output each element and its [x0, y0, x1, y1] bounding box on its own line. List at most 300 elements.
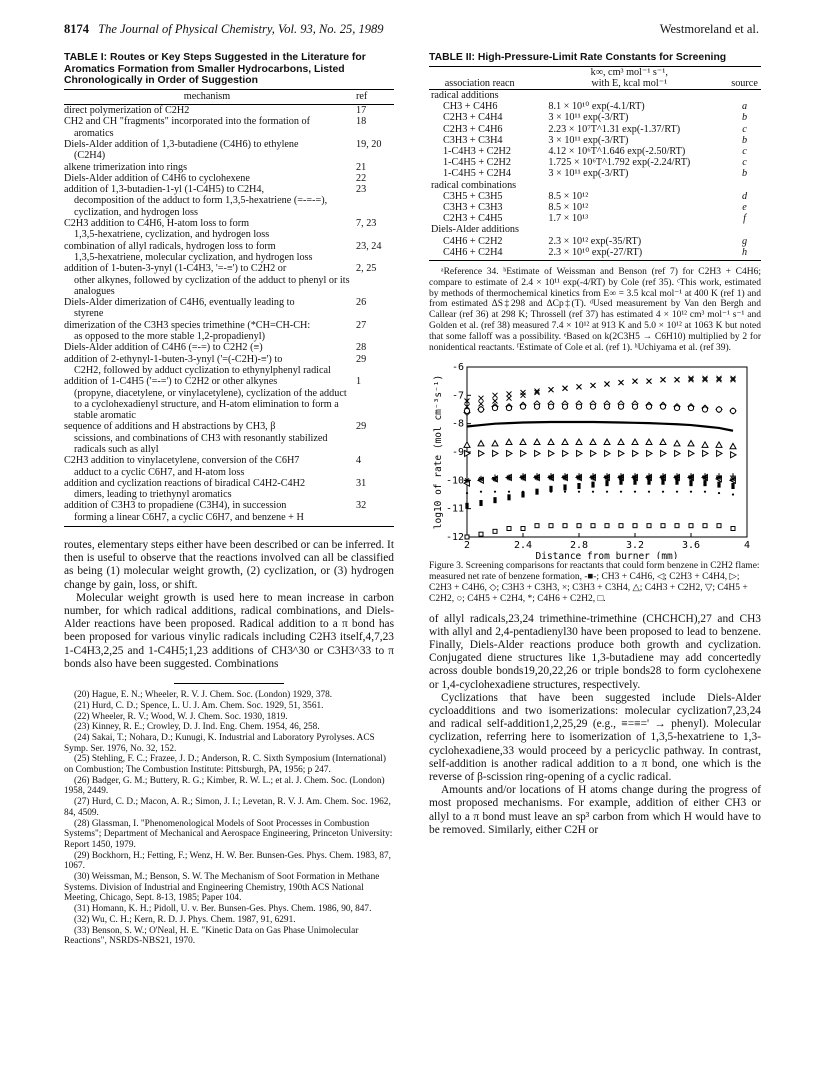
dot-marker: [606, 491, 608, 493]
mechanism-text: sequence of additions and H abstractions by CH3, β: [64, 421, 276, 433]
square-marker: [731, 527, 735, 531]
table1-row: [64, 376, 394, 421]
triangle-marker: [688, 441, 694, 446]
right-triangle-marker: [731, 452, 736, 458]
x-marker: [605, 382, 610, 387]
table2-row: [429, 101, 761, 112]
table1-row: [64, 218, 394, 241]
table2-row: [429, 112, 761, 123]
table2-rate-cell: 8.1 × 10¹⁰ exp(-4.1/RT): [548, 101, 645, 113]
dot-marker: [494, 491, 496, 493]
mechanism-continuation: scissions, and combinations of CH3 with resonantly stabilized radicals such as allyl: [74, 432, 328, 455]
table1-ref-cell: 21: [356, 161, 367, 173]
dot-marker: [466, 492, 468, 494]
mechanism-text: Diels-Alder addition of C4H6 to cyclohexene: [64, 172, 250, 184]
right-paragraph-1: of allyl radicals,23,24 trimethine-trimethine (CHCHCH),27 and CH3 with allyl and 2,4-pentadienyl30 have been proposed to lead to benzene. Finally, Diels-Alder reactions produce both growth and cyclization. Conjugated diene structures like 1,3-butadiene may add concertedly across double bonds19,20,22,26 or triple bonds28 to form cyclohexene or 1,4-cyclohexadiene structures, respectively.: [429, 612, 761, 691]
triangle-marker: [506, 440, 512, 445]
table2-row: [429, 191, 761, 202]
triangle-marker: [492, 441, 498, 446]
right-paragraph-3: Amounts and/or locations of H atoms change during the progress of most proposed mechanisms. For example, addition of either CH3 or allyl to a π bond must leave an sp³ carbon from which H would have to be removed. Similarly, either C2H or: [429, 784, 761, 836]
benzene-rate-curve: [467, 422, 733, 431]
filled-marker: [731, 483, 734, 489]
table2-row: [429, 157, 761, 168]
dot-marker: [648, 491, 650, 493]
triangle-marker: [464, 442, 470, 447]
table1-caption: TABLE I: Routes or Key Steps Suggested in the Literature for Aromatics Formation from Smaller Hydrocarbons, Listed Chronologically in Order of Suggestion: [64, 52, 366, 87]
triangle-marker: [590, 440, 596, 445]
journal-citation: The Journal of Physical Chemistry, Vol. 93, No. 25, 1989: [98, 22, 384, 36]
table2-header-source: source: [731, 77, 758, 89]
x-marker: [549, 388, 554, 393]
triangle-marker: [660, 440, 666, 445]
right-body-text: [429, 613, 761, 837]
table1-row: [64, 139, 394, 162]
triangle-marker: [604, 440, 610, 445]
table1-mechanism-cell: [64, 173, 350, 184]
circle-marker: [590, 404, 595, 409]
table2-reaction-cell: C2H3 + C4H6: [443, 123, 503, 135]
footnote-divider: [174, 683, 284, 684]
triangle-marker: [548, 440, 554, 445]
filled-marker: [493, 498, 496, 504]
table1-mechanism-cell: [64, 376, 350, 421]
mechanism-continuation: as opposed to the more stable 1,2-propadienyl): [74, 331, 265, 343]
left-body-text: [64, 539, 394, 671]
dot-marker: [634, 491, 636, 493]
dot-marker: [690, 491, 692, 493]
filled-marker: [563, 485, 566, 491]
circle-marker: [464, 409, 469, 414]
circle-marker: [646, 404, 651, 409]
reference-entry: (21) Hurd, C. D.; Spence, L. U. J. Am. Chem. Soc. 1929, 51, 3561.: [74, 700, 324, 711]
table2-section-title: radical combinations: [431, 179, 517, 191]
table1-row: [64, 116, 394, 139]
triangle-marker: [478, 441, 484, 446]
square-marker: [661, 524, 665, 528]
triangle-marker: [730, 444, 736, 449]
x-marker: [619, 381, 624, 386]
table1-mechanism-cell: [64, 162, 350, 173]
dot-marker: [704, 491, 706, 493]
table2-header-k-line2: with E, kcal mol⁻¹: [591, 77, 668, 89]
dot-marker: [508, 491, 510, 493]
right-triangle-marker: [689, 451, 694, 457]
dot-marker: [536, 491, 538, 493]
table1-row: [64, 354, 394, 377]
chart-marks: [464, 376, 736, 539]
mechanism-text: addition of C3H3 to propadiene (C3H4), in succession: [64, 500, 287, 512]
circle-marker: [604, 404, 609, 409]
table1-mechanism-cell: [64, 342, 350, 353]
square-marker: [591, 524, 595, 528]
right-triangle-marker: [717, 451, 722, 457]
y-tick-label: -10: [445, 475, 464, 487]
right-triangle-marker: [661, 451, 666, 457]
triangle-marker: [576, 440, 582, 445]
circle-marker: [688, 406, 693, 411]
mechanism-text: alkene trimerization into rings: [64, 161, 188, 173]
table1-ref-cell: 27: [356, 319, 367, 331]
authors-header: Westmoreland et al.: [659, 22, 759, 36]
table2-section-title: radical additions: [431, 90, 499, 101]
dot-marker: [620, 491, 622, 493]
table1-row: [64, 184, 394, 218]
table1-row: [64, 162, 394, 173]
square-marker: [479, 533, 483, 537]
table1-mechanism-cell: [64, 478, 350, 501]
table1-row: [64, 320, 394, 343]
table1-mechanism-cell: [64, 500, 350, 523]
table2-reaction-cell: C3H5 + C3H5: [443, 190, 503, 202]
left-paragraph-2: Molecular weight growth is used here to mean increase in carbon number, for which radical additions, radical combinations, and Diels-Alder reactions have been proposed. Radical addition to a π bond has been proposed for various vinylic radicals including C2H3 itself,4,7,23 1-C4H3,2,25 and 1-C4H5;1,23 additions of CH3^30 or C3H3^33 to π bonds also have been suggested. Combinations: [64, 591, 394, 670]
triangle-marker: [702, 442, 708, 447]
table1-mechanism-cell: [64, 455, 350, 478]
right-triangle-marker: [563, 451, 568, 457]
table2-source-cell: d: [742, 190, 748, 202]
square-marker: [675, 524, 679, 528]
square-marker: [619, 524, 623, 528]
y-tick-label: -9: [451, 447, 464, 459]
dot-marker: [578, 491, 580, 493]
table2-header-reacn: association reacn: [444, 77, 515, 89]
dot-marker: [718, 492, 720, 494]
circle-marker: [520, 404, 525, 409]
mechanism-text: Diels-Alder addition of C4H6 (=-=) to C2H2 (≡): [64, 342, 263, 354]
x-tick-label: 2: [463, 540, 471, 552]
x-marker: [661, 378, 666, 383]
dot-marker: [732, 494, 734, 496]
mechanism-continuation: C2H2, followed by adduct cyclization to ethynylphenyl radical: [74, 364, 331, 376]
table1-mechanism-cell: [64, 354, 350, 377]
table2-source-cell: h: [742, 246, 748, 258]
filled-marker: [479, 500, 482, 506]
table2-row: [429, 213, 761, 224]
table2: [429, 66, 761, 258]
right-triangle-marker: [619, 451, 624, 457]
dot-marker: [564, 491, 566, 493]
table2-reaction-cell: 1-C4H3 + C2H2: [443, 146, 512, 158]
mechanism-text: Diels-Alder addition of 1,3-butadiene (C4H6) to ethylene: [64, 138, 299, 150]
square-marker: [465, 535, 469, 539]
triangle-marker: [520, 440, 526, 445]
dot-marker: [592, 491, 594, 493]
square-marker: [633, 524, 637, 528]
table1-ref-cell: 1: [356, 376, 362, 388]
x-tick-label: 2.8: [569, 540, 589, 552]
reference-entry: (29) Bockhorn, H.; Fetting, F.; Wenz, H. W. Ber. Bunsen-Ges. Phys. Chem. 1983, 87, 1067.: [64, 850, 392, 872]
square-marker: [689, 524, 693, 528]
reference-entry: (33) Benson, S. W.; O'Neal, H. E. "Kinetic Data on Gas Phase Unimolecular Reactions", NSRDS-NBS21, 1970.: [64, 925, 359, 947]
triangle-marker: [534, 440, 540, 445]
x-marker: [479, 396, 484, 401]
table2-rate-cell: 2.3 × 10¹² exp(-35/RT): [548, 235, 642, 247]
right-triangle-marker: [577, 451, 582, 457]
mechanism-continuation: other alkynes, followed by cyclization of the adduct to phenyl or its analogues: [74, 274, 350, 297]
table1-mechanism-cell: [64, 105, 350, 117]
mechanism-continuation: dimers, leading to triethynyl aromatics: [74, 489, 232, 501]
mechanism-text: combination of allyl radicals, hydrogen loss to form: [64, 240, 276, 252]
filled-marker: [591, 482, 594, 488]
x-marker: [647, 379, 652, 384]
filled-marker: [507, 495, 510, 501]
table1-ref-cell: 2, 25: [356, 263, 377, 275]
table1-bottom-rule: [64, 526, 394, 527]
mechanism-continuation: 1,3,5-hexatriene, cyclization, and hydrogen loss: [74, 229, 270, 241]
mechanism-continuation: styrene: [74, 308, 104, 320]
left-paragraph-1: routes, elementary steps either have been described or can be inferred. It then is useful to observe that the reactions involved can all be classified as being (1) molecular weight growth, (2) cyclization, or (3) hydrogen change by gain, loss, or shift.: [64, 539, 394, 591]
table1-mechanism-cell: [64, 421, 350, 455]
table1-row: [64, 455, 394, 478]
table2-header-k: [530, 66, 728, 89]
square-marker: [605, 524, 609, 528]
table2-rate-cell: 4.12 × 10⁶T^1.646 exp(-2.50/RT): [548, 146, 686, 158]
table2-source-cell: b: [742, 134, 748, 146]
right-triangle-marker: [493, 451, 498, 457]
left-column: [64, 52, 394, 947]
table1-mechanism-cell: [64, 297, 350, 320]
table2-rate-cell: 8.5 × 10¹²: [548, 202, 589, 214]
reference-entry: (24) Sakai, T.; Nohara, D.; Kunugi, K. Industrial and Laboratory Pyrolyses. ACS Symp. Ser. 1976, No. 32, 152.: [64, 732, 375, 754]
mechanism-text: addition of 1-buten-3-ynyl (1-C4H3, '=-≡') to C2H2 or: [64, 263, 287, 275]
table2-rate-cell: 3 × 10¹¹ exp(-3/RT): [548, 168, 629, 180]
table1-row: [64, 173, 394, 184]
table1-ref-cell: 31: [356, 477, 367, 489]
reference-entry: (28) Glassman, I. "Phenomenological Models of Soot Processes in Combustion Systems"; Department of Mechanical and Aerospace Engineering, Princeton University: Report 1450, 1979.: [64, 818, 393, 850]
mechanism-text: C2H3 addition to C4H6, H-atom loss to form: [64, 218, 250, 230]
table2-reaction-cell: 1-C4H5 + C2H2: [443, 157, 512, 169]
x-tick-label: 2.4: [513, 540, 533, 552]
table2-rate-cell: 8.5 × 10¹²: [548, 190, 589, 202]
filled-marker: [465, 503, 468, 509]
table2-reaction-cell: CH3 + C4H6: [443, 101, 498, 113]
triangle-marker: [618, 440, 624, 445]
mechanism-continuation: forming a linear C6H7, a cyclic C6H7, and benzene + H: [74, 511, 304, 523]
square-marker: [647, 524, 651, 528]
right-paragraph-2: Cyclizations that have been suggested include Diels-Alder cycloadditions and two isomerizations: molecular cyclization7,23,24 and radical self-addition1,2,25,29 (e.g., ≡=≡=' → phenyl). Molecular cyclization, referring here to isomerization of 1,3,5-hexatriene to 1,3-cyclohexadiene,33 would proceed by a pericyclic pathway. In contrast, self-addition is another radical addition to a π bond, one which is the reverse of β-scission ring-opening of a cyclic radical.: [429, 691, 761, 784]
x-marker: [633, 379, 638, 384]
table1-mechanism-cell: [64, 263, 350, 297]
table2-source-cell: b: [742, 112, 748, 124]
circle-marker: [716, 407, 721, 412]
right-triangle-marker: [675, 451, 680, 457]
table2-row: [429, 146, 761, 157]
right-triangle-marker: [633, 451, 638, 457]
circle-marker: [730, 409, 735, 414]
circle-marker: [492, 406, 497, 411]
square-marker: [521, 527, 525, 531]
reference-entry: (31) Homann, K. H.; Pidoll, U. v. Ber. Bunsen-Ges. Phys. Chem. 1986, 90, 847.: [74, 904, 372, 915]
table2-section-row: [429, 180, 761, 191]
x-marker: [493, 393, 498, 398]
right-column: [429, 52, 761, 837]
y-axis-label: log10 of rate (mol cm⁻³s⁻¹): [433, 375, 444, 530]
table2-source-cell: c: [742, 157, 747, 169]
table2-source-cell: e: [742, 202, 747, 214]
table1-ref-cell: 29: [356, 353, 367, 365]
table2-rate-cell: 3 × 10¹¹ exp(-3/RT): [548, 112, 629, 124]
filled-marker: [577, 483, 580, 489]
circle-marker: [506, 406, 511, 411]
mechanism-text: direct polymerization of C2H2: [64, 105, 190, 117]
table2-row: [429, 202, 761, 213]
table2-rate-cell: 3 × 10¹¹ exp(-3/RT): [548, 134, 629, 146]
table1-row: [64, 421, 394, 455]
right-triangle-marker: [507, 451, 512, 457]
reference-list: [64, 690, 394, 947]
table2-reaction-cell: C2H3 + C4H5: [443, 213, 503, 225]
table2-caption: TABLE II: High-Pressure-Limit Rate Constants for Screening: [429, 52, 727, 63]
right-triangle-marker: [549, 451, 554, 457]
x-marker: [591, 383, 596, 388]
table2-source-cell: a: [742, 101, 748, 113]
table2-section-row: [429, 90, 761, 102]
table1-ref-cell: 32: [356, 500, 367, 512]
reference-entry: (26) Badger, G. M.; Buttery, R. G.; Kimber, R. W. L.; et al. J. Chem. Soc. (London) 1958, 2449.: [64, 775, 385, 797]
mechanism-continuation: (C2H4): [74, 150, 106, 162]
table1-header-mechanism: mechanism: [64, 89, 350, 104]
table2-source-cell: f: [743, 213, 746, 225]
table2-row: [429, 168, 761, 179]
triangle-marker: [562, 440, 568, 445]
square-marker: [563, 524, 567, 528]
table1-ref-cell: 23, 24: [356, 240, 382, 252]
table2-section-row: [429, 224, 761, 235]
table2-row: [429, 236, 761, 247]
chart-axes: [433, 362, 750, 559]
figure3-chart: [429, 359, 761, 559]
reference-entry: (30) Weissman, M.; Benson, S. W. The Mechanism of Soot Formation in Methane Systems. Division of Industrial and Engineering Chemistry, 190th ACS National Meeting, Chicago, Sept. 8-13, 1985; Paper 104.: [64, 872, 380, 904]
circle-marker: [562, 404, 567, 409]
reference-entry: (20) Hague, E. N.; Wheeler, R. V. J. Chem. Soc. (London) 1929, 378.: [74, 690, 333, 701]
circle-marker: [660, 404, 665, 409]
running-header-left: [64, 22, 384, 37]
mechanism-continuation: adduct to a cyclic C6H7, and H-atom loss: [74, 466, 245, 478]
mechanism-text: addition and cyclization reactions of biradical C4H2-C4H2: [64, 477, 306, 489]
mechanism-continuation: decomposition of the adduct to form 1,3,5-hexatriene (=-=-=), cyclization, and hydrogen loss: [74, 195, 328, 218]
figure3: [429, 359, 761, 559]
table2-source-cell: c: [742, 146, 747, 158]
table1-row: [64, 500, 394, 523]
right-triangle-marker: [605, 451, 610, 457]
circle-marker: [674, 406, 679, 411]
figure3-caption: Figure 3. Screening comparisons for reactants that could form benzene in C2H2 flame: measured net rate of benzene formation, -■-; CH3 + C4H6, ◁; C2H3 + C4H4, ▷; C2H3 + C4H6, ◇; C3H3 + C3H3, ×; C3H3 + C3H4, △; C4H3 + C2H2, ▽; C4H5 + C2H2, ○; C4H5 + C2H4, *; C4H6 + C2H2, □.: [429, 561, 760, 604]
table2-header-k-line1: k∞, cm³ mol⁻¹ s⁻¹,: [590, 66, 668, 78]
table2-reaction-cell: C4H6 + C2H4: [443, 246, 503, 258]
table1-body: [64, 105, 394, 523]
mechanism-continuation: 1,3,5-hexatriene, molecular cyclization, and hydrogen loss: [74, 251, 313, 263]
table1-ref-cell: 7, 23: [356, 218, 377, 230]
table2-reaction-cell: C4H6 + C2H2: [443, 235, 503, 247]
x-marker: [675, 378, 680, 383]
table1-ref-cell: 29: [356, 421, 367, 433]
table2-source-cell: c: [742, 123, 747, 135]
reference-entry: (23) Kinney, R. E.; Crowley, D. J. Ind. Eng. Chem. 1954, 46, 258.: [74, 722, 320, 733]
triangle-marker: [632, 440, 638, 445]
table2-row: [429, 247, 761, 258]
table2-rate-cell: 2.3 × 10¹⁰ exp(-27/RT): [548, 246, 643, 258]
table1-row: [64, 105, 394, 117]
filled-marker: [717, 482, 720, 488]
triangle-marker: [646, 440, 652, 445]
table2-reaction-cell: C3H3 + C3H3: [443, 202, 503, 214]
y-tick-label: -8: [451, 419, 464, 431]
square-marker: [577, 524, 581, 528]
x-axis-label: Distance from burner (mm): [535, 551, 679, 560]
table1-mechanism-cell: [64, 241, 350, 264]
table2-reaction-cell: C2H3 + C4H4: [443, 112, 503, 124]
filled-marker: [689, 481, 692, 487]
right-triangle-marker: [521, 451, 526, 457]
table1-mechanism-cell: [64, 184, 350, 218]
table1-ref-cell: 28: [356, 342, 367, 354]
circle-marker: [632, 404, 637, 409]
table2-reaction-cell: 1-C4H5 + C2H4: [443, 168, 512, 180]
circle-marker: [548, 404, 553, 409]
right-triangle-marker: [591, 451, 596, 457]
table2-source-cell: g: [742, 235, 748, 247]
table1-row: [64, 297, 394, 320]
x-marker: [507, 392, 512, 397]
table1-ref-cell: 26: [356, 297, 367, 309]
right-triangle-marker: [703, 451, 708, 457]
mechanism-continuation: aromatics: [74, 127, 114, 139]
x-marker: [507, 396, 512, 401]
table1-ref-cell: 22: [356, 172, 367, 184]
dot-marker: [662, 491, 664, 493]
x-marker: [479, 402, 484, 407]
table2-reaction-cell: C3H3 + C3H4: [443, 134, 503, 146]
square-marker: [493, 530, 497, 534]
square-marker: [703, 524, 707, 528]
table1-mechanism-cell: [64, 139, 350, 162]
x-tick-label: 4: [743, 540, 751, 552]
table2-row: [429, 135, 761, 146]
table1-ref-cell: 19, 20: [356, 138, 382, 150]
page-number: 8174: [64, 22, 89, 36]
table2-rate-cell: 1.7 × 10¹³: [548, 213, 589, 225]
dot-marker: [550, 491, 552, 493]
mechanism-text: addition of 2-ethynyl-1-buten-3-ynyl ('=(-C2H)-≡') to: [64, 353, 283, 365]
reference-entry: (25) Stehling, F. C.; Frazee, J. D.; Anderson, R. C. Sixth Symposium (International) on Combustion; The Combustion Institute: Pittsburgh, PA, 1956; p 247.: [64, 754, 386, 776]
table1-ref-cell: 4: [356, 455, 362, 467]
table1-row: [64, 241, 394, 264]
mechanism-continuation: (propyne, diacetylene, or vinylacetylene), cyclization of the adduct to a cyclohexadienyl structure, and H-atom elimination to form a stable aromatic: [74, 387, 347, 422]
right-triangle-marker: [647, 451, 652, 457]
circle-marker: [618, 404, 623, 409]
table2-bottom-rule: [429, 260, 761, 261]
y-tick-label: -7: [451, 390, 464, 402]
table1-mechanism-cell: [64, 218, 350, 241]
table2-footnotes: ᵃReference 34. ᵇEstimate of Weissman and Benson (ref 7) for C2H3 + C4H6; compare to estimate of 2.4 × 10¹¹ exp(-4/RT) by Cole (ref 35). ᶜThis work, estimated by methods of thermochemical kinetics from E∞ = 3.5 kcal mol⁻¹ at 400 K (ref 1) and from estimated ΔS‡298 and ΔCp‡(T). ᵈUsed measurement by Van den Bergh and Callear (ref 36) at 298 K; Throssell (ref 37) has estimated 4 × 10¹² cm³ mol⁻¹ s⁻¹ and Golden et al. (ref 38) measured 7.4 × 10¹² at 913 K and 5.0 × 10¹² at 1063 K but noted that some falloff was a possibility. ᵉBased on k(2C3H5 → C6H10) multiplied by 2 for nonidentical reactants. ᶠEstimate of Cole et al. (ref 1). ʰUchiyama et al. (ref 39).: [429, 267, 761, 353]
mechanism-text: C2H3 addition to vinylacetylene, conversion of the C6H7: [64, 455, 300, 467]
x-tick-label: 3.2: [625, 540, 645, 552]
reference-entry: (32) Wu, C. H.; Kern, R. D. J. Phys. Chem. 1987, 91, 6291.: [74, 914, 296, 925]
table1-mechanism-cell: [64, 116, 350, 139]
mechanism-text: CH2 and CH "fragments" incorporated into the formation of: [64, 116, 310, 128]
table1-row: [64, 342, 394, 353]
circle-marker: [576, 404, 581, 409]
table1-ref-cell: 18: [356, 116, 367, 128]
right-triangle-marker: [535, 451, 540, 457]
triangle-marker: [716, 442, 722, 447]
square-marker: [549, 524, 553, 528]
dot-marker: [676, 491, 678, 493]
x-marker: [577, 385, 582, 390]
table1-row: [64, 263, 394, 297]
table2-rate-cell: 2.23 × 10⁷T^1.31 exp(-1.37/RT): [548, 123, 681, 135]
mechanism-text: addition of 1-C4H5 ('=-=') to C2H2 or other alkynes: [64, 376, 278, 388]
table2-row: [429, 124, 761, 135]
